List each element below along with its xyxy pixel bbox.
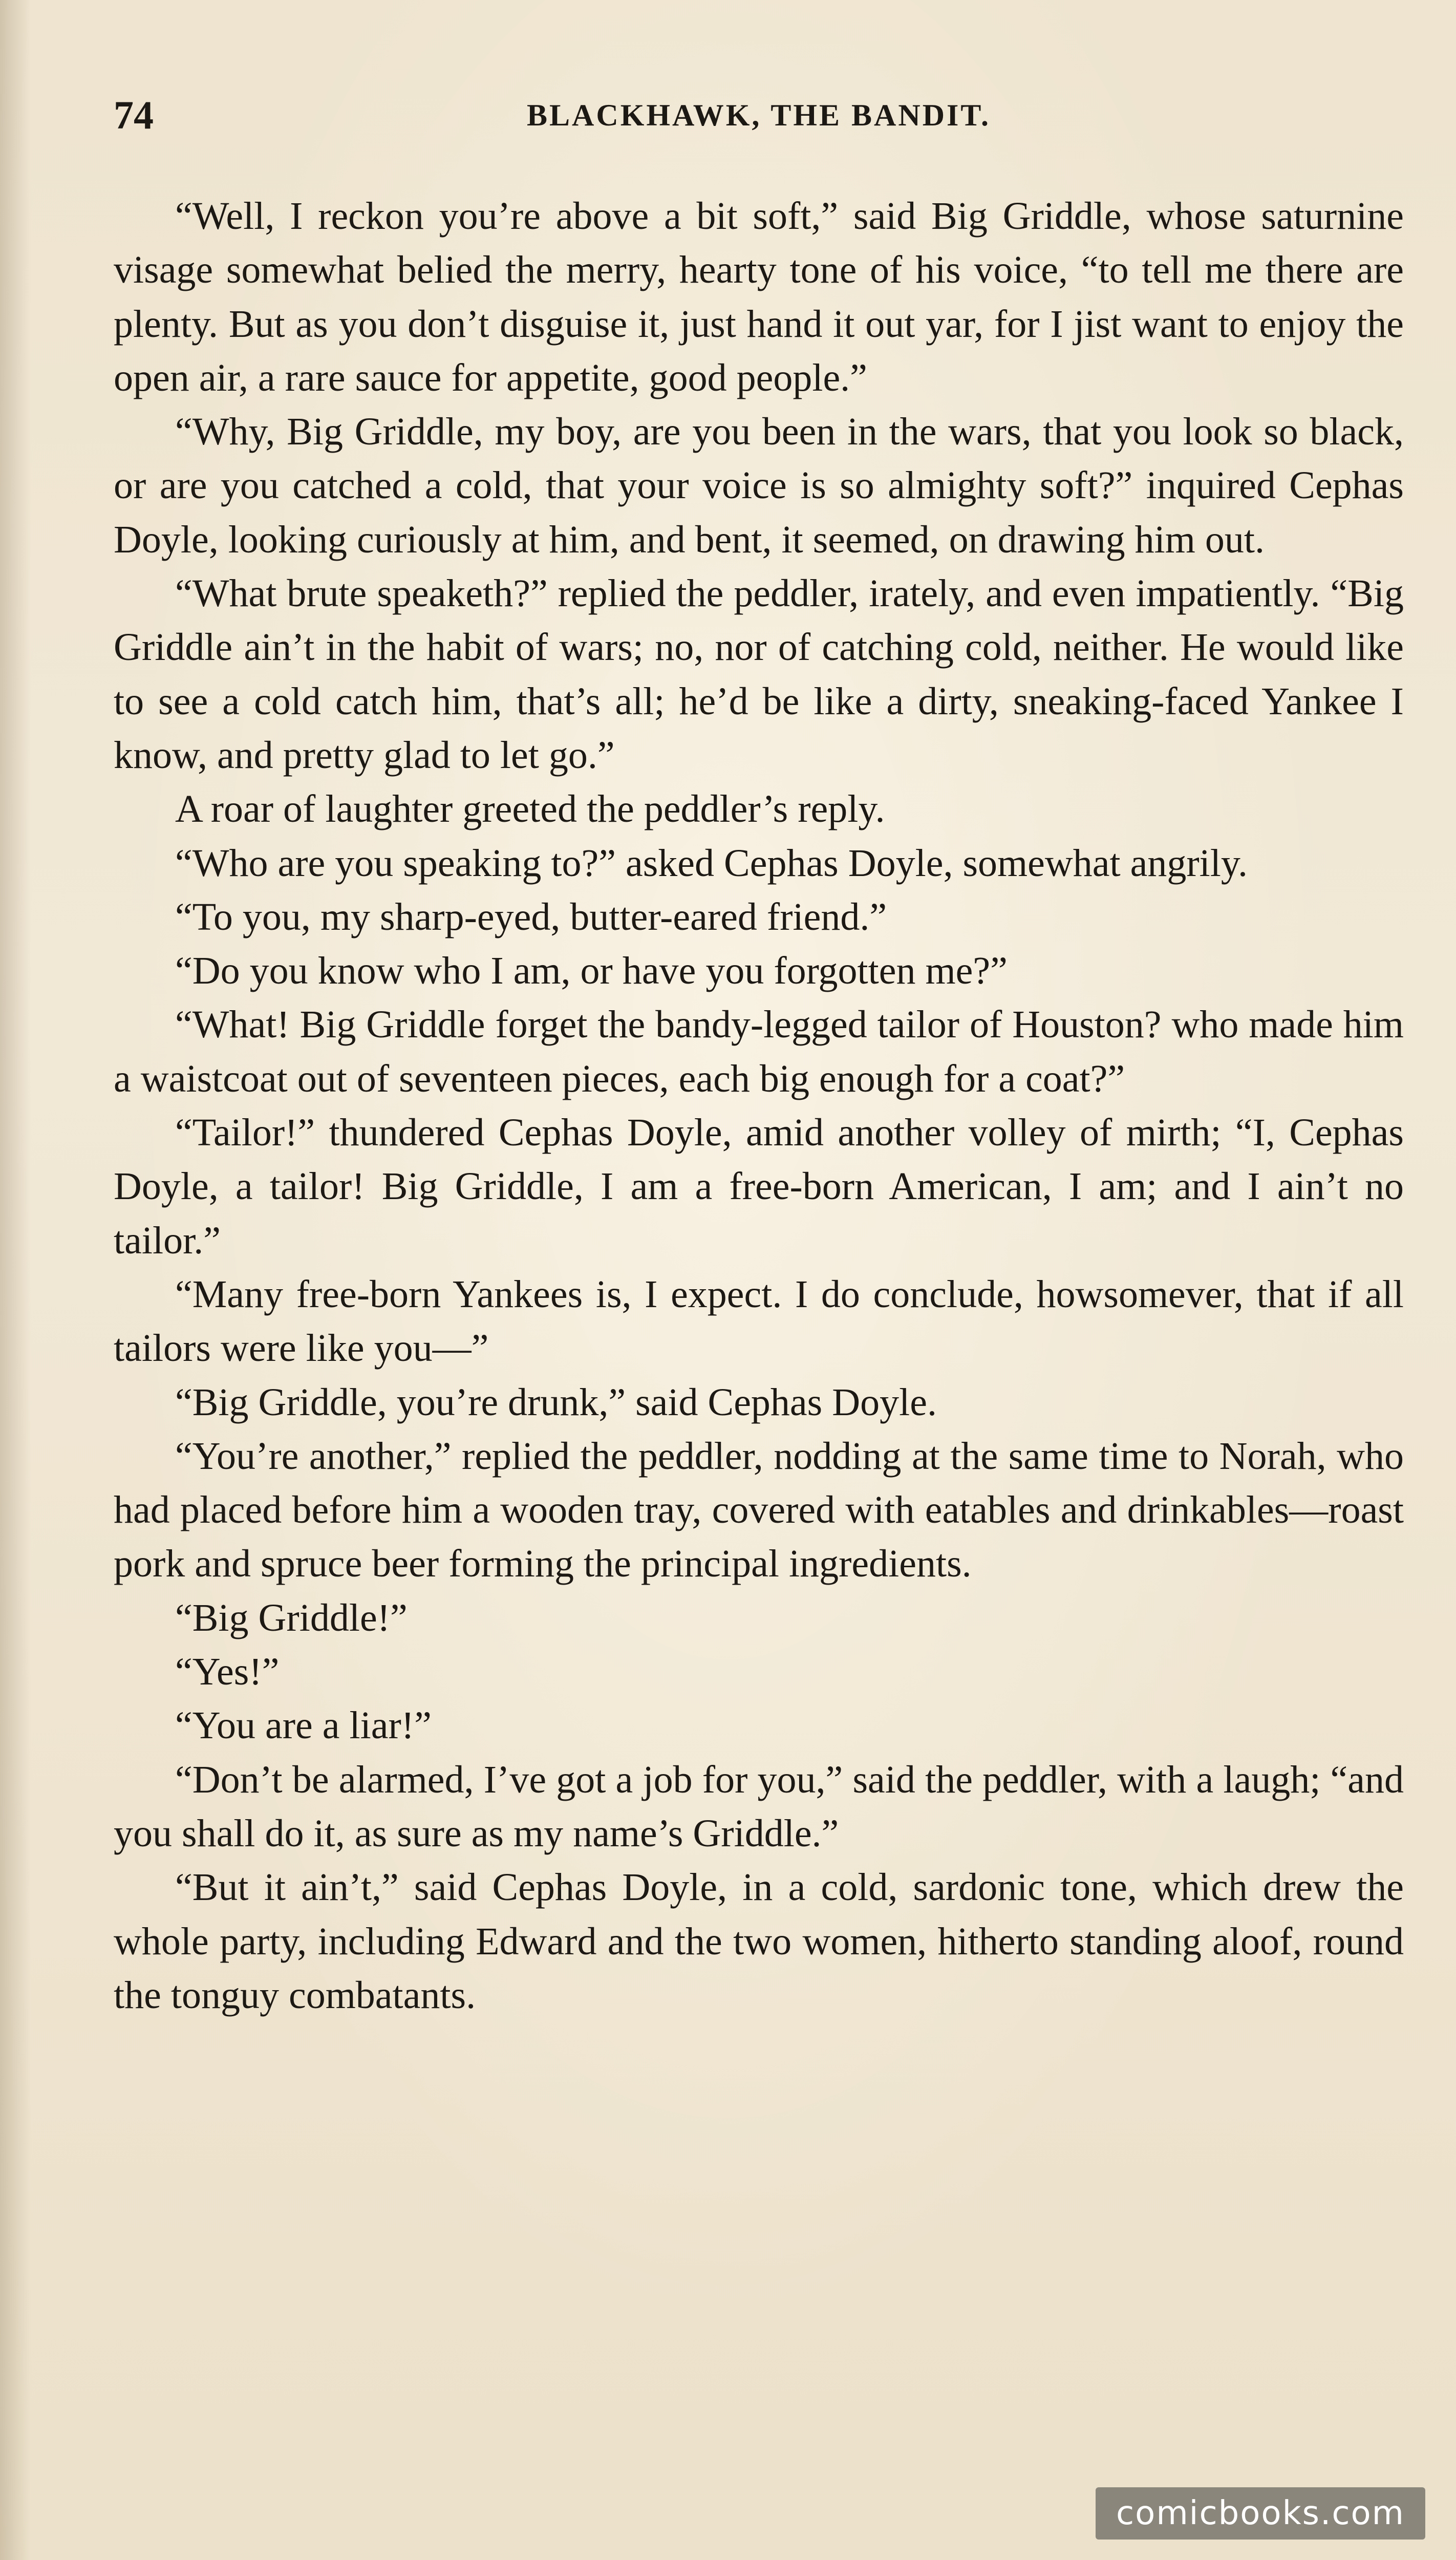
paragraph: “What! Big Griddle forget the bandy-legged tailor of Houston? who made him a waistcoat out of seventeen pieces, each big enough for a coat?” (114, 1003, 1404, 1100)
paragraph: “You’re another,” replied the peddler, nodding at the same time to Norah, who had placed before him a wooden tray, covered with eatables and drinkables—roast pork and spruce beer forming the principal ingredients. (114, 1434, 1404, 1586)
paragraph: A roar of laughter greeted the peddler’s reply. (175, 787, 885, 831)
page-number: 74 (114, 93, 154, 137)
paragraph: “You are a liar!” (175, 1704, 432, 1747)
paragraph: “Big Griddle, you’re drunk,” said Cephas Doyle. (175, 1380, 937, 1424)
paragraph: “Well, I reckon you’re above a bit soft,” said Big Griddle, whose saturnine visage somewhat belied the merry, hearty tone of his voice, “to tell me there are plenty. But as you don’t disguise it, just hand it out yar, for I jist want to enjoy the open air, a rare sauce for appetite, good people.” (114, 195, 1404, 399)
paragraph: “To you, my sharp-eyed, butter-eared friend.” (175, 895, 887, 938)
page-header (114, 92, 1404, 138)
paragraph: “Do you know who I am, or have you forgotten me?” (175, 949, 1008, 993)
paragraph: “Tailor!” thundered Cephas Doyle, amid another volley of mirth; “I, Cephas Doyle, a tailor! Big Griddle, I am a free-born American, I am; and I ain’t no tailor.” (114, 1111, 1404, 1262)
paragraph: “Why, Big Griddle, my boy, are you been in the wars, that you look so black, or are you catched a cold, that your voice is so almighty soft?” inquired Cephas Doyle, looking curiously at him, and bent, it seemed, on drawing him out. (114, 410, 1404, 561)
spine-shadow (0, 0, 31, 2560)
paragraph: “But it ain’t,” said Cephas Doyle, in a cold, sardonic tone, which drew the whole party, including Edward and the two women, hitherto standing aloof, round the tonguy combatants. (114, 1866, 1404, 2017)
paragraph: “Big Griddle!” (175, 1596, 408, 1639)
running-title: BLACKHAWK, THE BANDIT. (527, 98, 991, 132)
paragraph: “Who are you speaking to?” asked Cephas Doyle, somewhat angrily. (175, 841, 1248, 885)
paragraph: “Many free-born Yankees is, I expect. I do conclude, howsomever, that if all tailors were like you—” (114, 1272, 1404, 1370)
paragraph: “What brute speaketh?” replied the peddler, irately, and even impatiently. “Big Griddle ain’t in the habit of wars; no, nor of catching cold, neither. He would like to see a cold catch him, that’s all; he’d be like a dirty, sneaking-faced Yankee I know, and pretty glad to let go.” (114, 572, 1404, 777)
paragraph: “Don’t be alarmed, I’ve got a job for you,” said the peddler, with a laugh; “and you shall do it, as sure as my name’s Griddle.” (114, 1758, 1404, 1855)
watermark: comicbooks.com (1096, 2487, 1425, 2540)
paragraph: “Yes!” (175, 1650, 280, 1694)
body-text (114, 189, 1404, 2022)
